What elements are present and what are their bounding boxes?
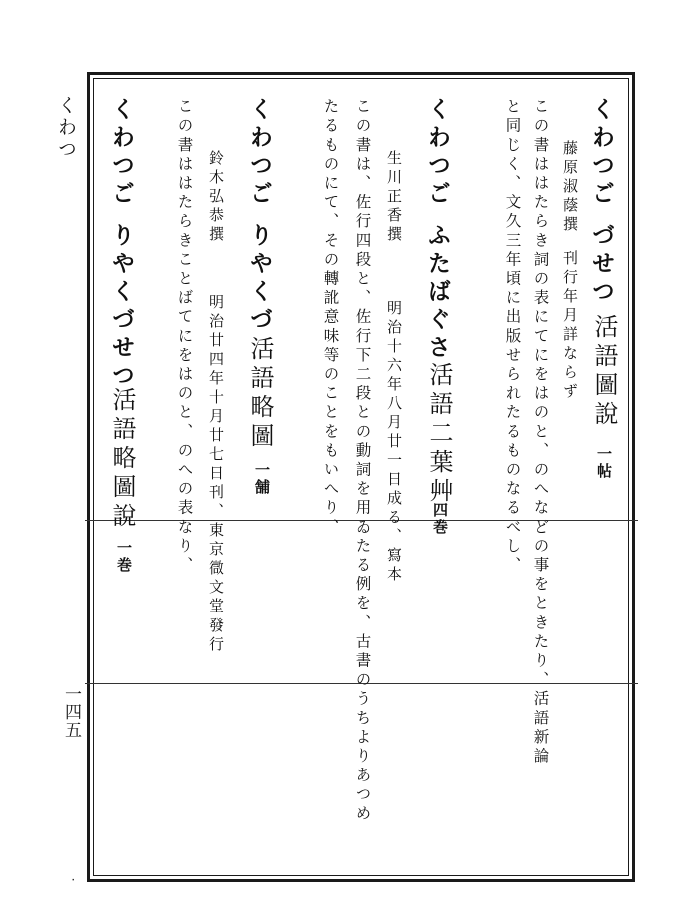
entry-2-publication: 明治十六年八月廿一日成る、寫本 <box>385 300 403 585</box>
entry-3-title: 活語略圖 <box>246 336 274 452</box>
entry-1-description-line-1: この書ははたらき詞の表にてにをはのと、のへなどの事をときたり、活語新論 <box>531 98 550 767</box>
entry-1-headword <box>590 97 613 307</box>
entry-2-headword-b: ふたばぐさ <box>424 223 451 363</box>
entry-2-headword-a: くわつご <box>424 97 451 209</box>
entry-4-headword <box>110 97 133 391</box>
entry-2-headword <box>426 97 449 363</box>
entry-2-description-line-1: この書は、佐行四段と、佐行下二段との動詞を用ゐたる例を、古書のうちよりあつめ <box>353 98 372 824</box>
corner-mark: ٠ <box>70 872 77 886</box>
entry-3-volumes: 一舗 <box>253 462 271 496</box>
entry-3-publication: 明治廿四年十月廿七日刊、東京㣲文堂發行 <box>207 294 225 655</box>
entry-4-description-line-1: この書ははたらきことばてにをはのと、のへの表なり、 <box>175 98 194 576</box>
entry-1-headword-a: くわつご <box>588 97 615 209</box>
entry-1-volumes: 一帖 <box>595 446 613 480</box>
entry-3-author: 鈴木弘恭撰 <box>207 150 225 245</box>
entry-3-headword-a: くわつご <box>246 97 273 209</box>
entry-3-headword-b: りやくづ <box>246 223 273 335</box>
entry-2-author: 生川正香撰 <box>385 150 403 245</box>
entry-4-title: 活語略圖說 <box>108 387 136 532</box>
running-head: くわつ <box>55 95 77 161</box>
entry-4-volumes: 一巻 <box>115 540 133 574</box>
entry-4-headword-b: りやくづせつ <box>108 223 135 391</box>
entry-2-volumes: 四巻 <box>431 502 449 536</box>
entry-1-title: 活語圖說 <box>590 314 618 430</box>
entry-1-description-line-2: と同じく、文久三年頃に出版せられたるものなるべし、 <box>503 98 522 576</box>
entry-3-headword <box>248 97 271 335</box>
entry-1-publication: 刊行年月詳ならず <box>561 250 579 402</box>
entry-1-author: 藤原淑蔭撰 <box>561 140 579 235</box>
entry-1-headword-b: づせつ <box>588 223 615 307</box>
entry-4-headword-a: くわつご <box>108 97 135 209</box>
entry-2-title: 活語二葉艸 <box>425 362 453 507</box>
entry-2-description-line-2: たるものにて、その轉訛意味等のことをもいへり、 <box>321 98 340 538</box>
page-number: 一四五 <box>61 685 81 739</box>
